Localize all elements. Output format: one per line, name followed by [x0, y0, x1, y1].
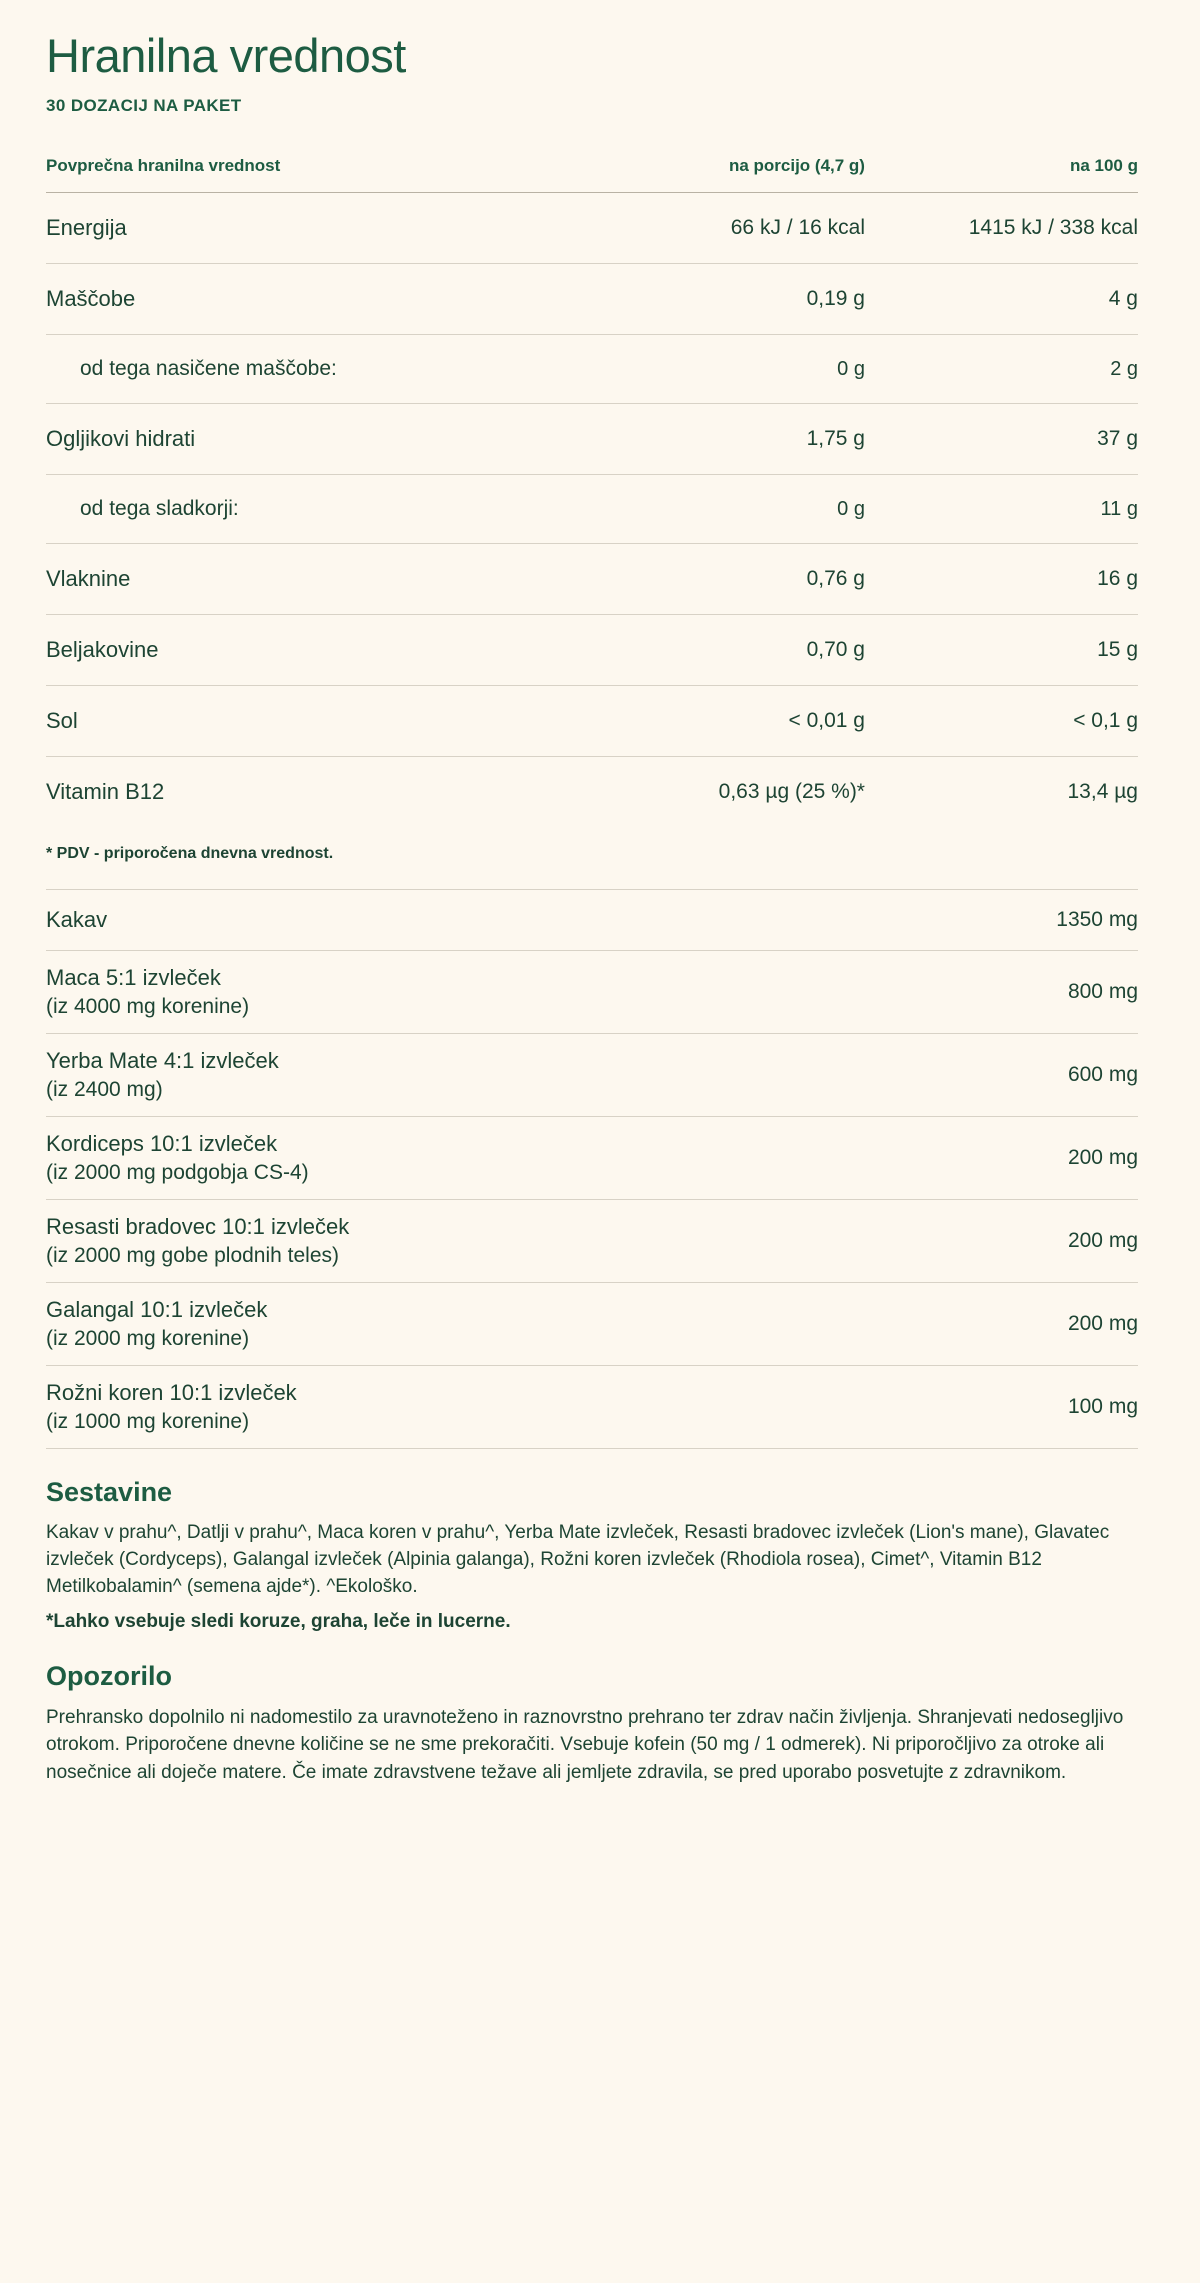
nutrition-footnote: * PDV - priporočena dnevna vrednost.	[46, 844, 334, 862]
table-row	[46, 685, 1138, 756]
nutrient-per-100g: 1415 kJ / 338 kcal	[865, 192, 1138, 263]
active-label: Kordiceps 10:1 izvleček	[46, 1130, 278, 1156]
table-row	[46, 263, 1138, 334]
active-name	[46, 1116, 810, 1199]
ingredients-section	[46, 1477, 1138, 1633]
nutrient-label: Vlaknine	[46, 543, 548, 614]
table-row	[46, 334, 1138, 403]
active-label: Galangal 10:1 izvleček	[46, 1296, 268, 1322]
active-name	[46, 889, 810, 950]
nutrient-label: od tega nasičene maščobe:	[46, 334, 548, 403]
active-amount: 1350 mg	[810, 889, 1138, 950]
active-amount: 200 mg	[810, 1282, 1138, 1365]
nutrient-per-100g: 2 g	[865, 334, 1138, 403]
ingredients-heading: Sestavine	[46, 1476, 173, 1507]
active-label: Yerba Mate 4:1 izvleček	[46, 1047, 279, 1073]
nutrient-label: od tega sladkorji:	[46, 474, 548, 543]
active-source: (iz 4000 mg korenine)	[46, 994, 250, 1018]
active-label: Rožni koren 10:1 izvleček	[46, 1379, 297, 1405]
nutrient-per-serving: 0 g	[548, 474, 865, 543]
servings-per-pack: 30 DOZACIJ NA PAKET	[46, 95, 242, 115]
table-row	[46, 474, 1138, 543]
nutrient-per-100g: 15 g	[865, 614, 1138, 685]
active-amount: 200 mg	[810, 1116, 1138, 1199]
active-source: (iz 1000 mg korenine)	[46, 1409, 250, 1433]
table-row	[46, 1033, 1138, 1116]
nutrient-per-100g: 37 g	[865, 403, 1138, 474]
active-label: Kakav	[46, 906, 108, 932]
active-source: (iz 2000 mg podgobja CS-4)	[46, 1160, 309, 1184]
active-label: Resasti bradovec 10:1 izvleček	[46, 1213, 350, 1239]
nutrient-per-serving: 1,75 g	[548, 403, 865, 474]
allergen-note: *Lahko vsebuje sledi koruze, graha, leče in lucerne.	[46, 1610, 511, 1632]
warning-text: Prehransko dopolnilo ni nadomestilo za uravnoteženo in raznovrstno prehrano ter zdrav način življenja. Shranjevati nedosegljivo otrokom. Priporočene dnevne količine se ne sme prekoračiti. Vsebuje kofein (50 mg / 1 odmerek). Ni priporočljivo za otroke ali nosečnice ali doječe matere. Če imate zdravstvene težave ali jemljete zdravila, se pred uporabo posvetujte z zdravnikom.	[46, 1706, 1124, 1783]
column-header-nutrient: Povprečna hranilna vrednost	[46, 155, 281, 175]
nutrient-per-serving: 0,70 g	[548, 614, 865, 685]
table-row	[46, 1116, 1138, 1199]
active-amount: 100 mg	[810, 1365, 1138, 1448]
nutrient-label: Vitamin B12	[46, 756, 548, 827]
warning-heading: Opozorilo	[46, 1660, 172, 1691]
nutrient-per-100g: 4 g	[865, 263, 1138, 334]
nutrient-per-serving: 0,76 g	[548, 543, 865, 614]
active-name	[46, 1365, 810, 1448]
table-row	[46, 950, 1138, 1033]
column-header-per-serving: na porcijo (4,7 g)	[728, 155, 865, 175]
warning-section	[46, 1661, 1138, 1787]
active-amount: 800 mg	[810, 950, 1138, 1033]
nutrient-per-100g: 16 g	[865, 543, 1138, 614]
table-row	[46, 756, 1138, 827]
active-source: (iz 2000 mg korenine)	[46, 1326, 250, 1350]
table-row	[46, 889, 1138, 950]
nutrient-label: Maščobe	[46, 263, 548, 334]
nutrient-per-serving: 66 kJ / 16 kcal	[548, 192, 865, 263]
active-source: (iz 2000 mg gobe plodnih teles)	[46, 1243, 340, 1267]
page-title: Hranilna vrednost	[46, 29, 406, 82]
column-header-per-100g: na 100 g	[1069, 155, 1138, 175]
nutrition-table	[46, 156, 1138, 827]
nutrient-label: Ogljikovi hidrati	[46, 403, 548, 474]
table-row	[46, 1282, 1138, 1365]
nutrient-label: Energija	[46, 192, 548, 263]
nutrient-per-serving: 0,19 g	[548, 263, 865, 334]
nutrient-per-100g: 13,4 µg	[865, 756, 1138, 827]
nutrient-per-serving: 0 g	[548, 334, 865, 403]
table-row	[46, 1199, 1138, 1282]
active-ingredients-table	[46, 889, 1138, 1449]
table-row	[46, 403, 1138, 474]
ingredients-text: Kakav v prahu^, Datlji v prahu^, Maca koren v prahu^, Yerba Mate izvleček, Resasti bradovec izvleček (Lion's mane), Glavatec izvleček (Cordyceps), Galangal izvleček (Alpinia galanga), Rožni koren izvleček (Rhodiola rosea), Cimet^, Vitamin B12 Metilkobalamin^ (semena ajde*). ^Ekološko.	[46, 1521, 1110, 1597]
active-name	[46, 950, 810, 1033]
active-source: (iz 2400 mg)	[46, 1077, 163, 1101]
table-row	[46, 1365, 1138, 1448]
nutrient-per-100g: < 0,1 g	[865, 685, 1138, 756]
nutrient-label: Sol	[46, 685, 548, 756]
active-name	[46, 1199, 810, 1282]
table-row	[46, 543, 1138, 614]
nutrient-per-serving: 0,63 µg (25 %)*	[548, 756, 865, 827]
table-row	[46, 192, 1138, 263]
nutrient-per-serving: < 0,01 g	[548, 685, 865, 756]
nutrient-label: Beljakovine	[46, 614, 548, 685]
table-header-row	[46, 156, 1138, 193]
active-amount: 600 mg	[810, 1033, 1138, 1116]
nutrient-per-100g: 11 g	[865, 474, 1138, 543]
table-row	[46, 614, 1138, 685]
active-name	[46, 1033, 810, 1116]
active-name	[46, 1282, 810, 1365]
active-amount: 200 mg	[810, 1199, 1138, 1282]
active-label: Maca 5:1 izvleček	[46, 964, 221, 990]
